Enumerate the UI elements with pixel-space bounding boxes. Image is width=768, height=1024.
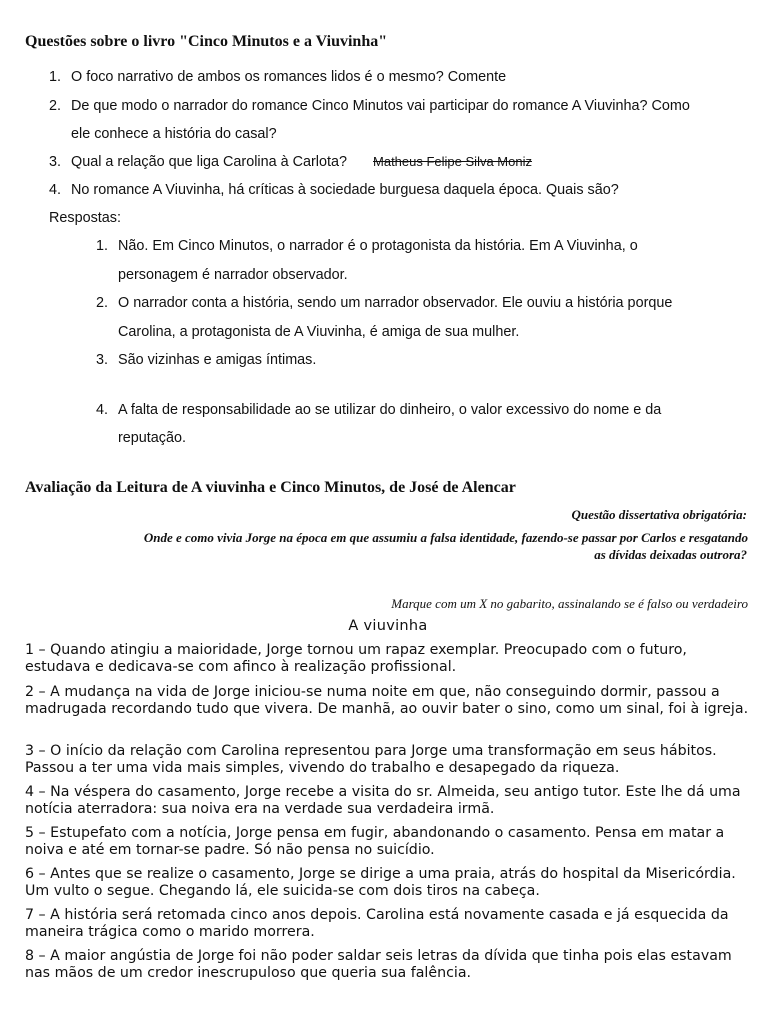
answer-4-continuation: reputação. bbox=[118, 430, 187, 446]
answer-number: 4. bbox=[96, 402, 109, 418]
question-number: 1. bbox=[49, 69, 62, 85]
question-text: De que modo o narrador do romance Cinco Minutos vai participar do romance A Viuvinha? Como bbox=[71, 98, 690, 114]
question-1 bbox=[49, 69, 506, 85]
question-text: Qual a relação que liga Carolina à Carlota? bbox=[71, 154, 348, 170]
subtitle: A viuvinha bbox=[348, 618, 428, 634]
statement-1: 1 – Quando atingiu a maioridade, Jorge tornou um rapaz exemplar. Preocupado com o futuro, estudava e dedicava-se com afinco à realização profissional. bbox=[25, 642, 687, 675]
section2-title: Avaliação da Leitura de A viuvinha e Cinco Minutos, de José de Alencar bbox=[25, 479, 516, 496]
statement-5: 5 – Estupefato com a notícia, Jorge pensa em fugir, abandonando o casamento. Pensa em matar a noiva e até em tornar-se padre. Só não pensa no suicídio. bbox=[25, 825, 725, 858]
answer-number: 1. bbox=[96, 238, 109, 254]
answer-text: A falta de responsabilidade ao se utilizar do dinheiro, o valor excessivo do nome e da bbox=[118, 402, 662, 418]
question-number: 2. bbox=[49, 98, 62, 114]
question-2 bbox=[49, 98, 690, 114]
answers-label: Respostas: bbox=[49, 210, 121, 226]
answer-1-continuation: personagem é narrador observador. bbox=[118, 267, 348, 283]
dissertativa-question-line2: as dívidas deixadas outrora? bbox=[594, 547, 747, 562]
statement-6: 6 – Antes que se realize o casamento, Jorge se dirige a uma praia, atrás do hospital da Misericórdia. Um vulto o segue. Chegando lá, ele suicida-se com dois tiros na cabeça. bbox=[25, 866, 736, 899]
answer-1 bbox=[96, 238, 638, 254]
answer-text: Não. Em Cinco Minutos, o narrador é o protagonista da história. Em A Viuvinha, o bbox=[118, 238, 638, 254]
answer-2 bbox=[96, 295, 672, 311]
instruction: Marque com um X no gabarito, assinalando se é falso ou verdadeiro bbox=[391, 596, 748, 611]
section1-title: Questões sobre o livro "Cinco Minutos e a Viuvinha" bbox=[25, 33, 388, 50]
answer-text: São vizinhas e amigas íntimas. bbox=[118, 352, 317, 368]
question-text: No romance A Viuvinha, há críticas à sociedade burguesa daquela época. Quais são? bbox=[71, 182, 619, 198]
statement-4: 4 – Na véspera do casamento, Jorge recebe a visita do sr. Almeida, seu antigo tutor. Este lhe dá uma notícia aterradora: sua noiva era na verdade sua verdadeira irmã. bbox=[25, 784, 741, 817]
statement-3: 3 – O início da relação com Carolina representou para Jorge uma transformação em seus hábitos. Passou a ter uma vida mais simples, vivendo do trabalho e desapegado da riqueza. bbox=[25, 743, 717, 776]
statement-7: 7 – A história será retomada cinco anos depois. Carolina está novamente casada e já esquecida da maneira trágica como o marido morrera. bbox=[25, 907, 729, 940]
question-number: 3. bbox=[49, 154, 62, 170]
answer-number: 2. bbox=[96, 295, 109, 311]
question-text: O foco narrativo de ambos os romances lidos é o mesmo? Comente bbox=[71, 69, 507, 85]
question-number: 4. bbox=[49, 182, 62, 198]
statement-8: 8 – A maior angústia de Jorge foi não poder saldar seis letras da dívida que tinha pois elas estavam nas mãos de um credor inescrupuloso que queria sua falência. bbox=[25, 948, 732, 981]
question-3 bbox=[49, 154, 532, 170]
dissertativa-label: Questão dissertativa obrigatória: bbox=[571, 507, 747, 522]
question-4 bbox=[49, 182, 619, 198]
answer-number: 3. bbox=[96, 352, 109, 368]
answer-4 bbox=[96, 402, 661, 418]
statement-2: 2 – A mudança na vida de Jorge iniciou-se numa noite em que, não conseguindo dormir, passou a madrugada recordando tudo que vivera. De manhã, ao ouvir bater o sino, como um sinal, foi à igreja. bbox=[25, 684, 749, 717]
answer-2-continuation: Carolina, a protagonista de A Viuvinha, é amiga de sua mulher. bbox=[118, 324, 520, 340]
dissertativa-question-line1: Onde e como vivia Jorge na época em que assumiu a falsa identidade, fazendo-se passar por Carlos e resgatando bbox=[143, 530, 748, 545]
struck-name: Matheus Felipe Silva Moniz bbox=[373, 154, 532, 169]
answer-3 bbox=[96, 352, 316, 368]
question-2-continuation: ele conhece a história do casal? bbox=[71, 126, 277, 142]
answer-text: O narrador conta a história, sendo um narrador observador. Ele ouviu a história porque bbox=[118, 295, 673, 311]
